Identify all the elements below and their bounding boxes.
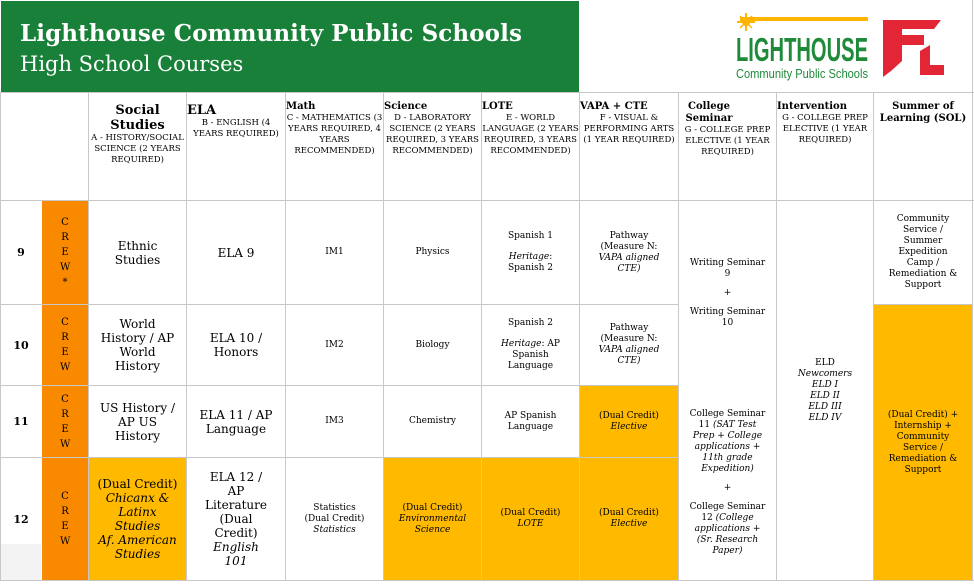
course-ela-11: ELA 11 / AP Language: [199, 407, 273, 436]
summer-of-learning-10-12: (Dual Credit) + Internship + Community Service / Remediation & Support: [874, 305, 972, 580]
course-math-11: IM3: [325, 416, 344, 426]
course-science-11: Chemistry: [408, 416, 457, 426]
course-math-9: IM1: [325, 247, 344, 257]
course-vapa-11: (Dual Credit) Elective: [580, 386, 678, 457]
header-ela: ELA B - ENGLISH (4 YEARS REQUIRED): [187, 103, 279, 139]
course-math-12: Statistics (Dual Credit) Statistics: [304, 502, 365, 535]
course-social-studies-9: Ethnic Studies: [114, 238, 161, 267]
course-lote-9: Spanish 1 Heritage: Spanish 2: [508, 231, 553, 273]
course-lote-10: Spanish 2 Heritage: AP Spanish Language: [501, 318, 560, 371]
course-vapa-10: Pathway (Measure N: VAPA aligned CTE): [598, 323, 660, 366]
header-intervention: Intervention G - COLLEGE PREP ELECTIVE (1 YEAR REQUIRED): [777, 101, 868, 145]
course-vapa-9: Pathway (Measure N: VAPA aligned CTE): [598, 230, 660, 274]
course-science-10: Biology: [415, 339, 450, 350]
grade-label: 10: [13, 338, 29, 352]
header-vapa-cte: VAPA + CTE F - VISUAL & PERFORMING ARTS (1 YEAR REQUIRED): [580, 101, 675, 145]
header-math: Math C - MATHEMATICS (3 YEARS REQUIRED, 4 YEARS RECOMMENDED): [286, 101, 383, 156]
course-social-studies-12: (Dual Credit) Chicanx & Latinx Studies Af. American Studies: [89, 458, 186, 580]
course-ela-12: ELA 12 / AP Literature (Dual Credit) English 101: [204, 470, 267, 568]
grade-label: 12: [13, 512, 29, 526]
course-vapa-12: (Dual Credit) Elective: [580, 458, 678, 580]
course-science-12: (Dual Credit) Environmental Science: [384, 458, 481, 580]
grade-label: 9: [17, 246, 25, 259]
header-college-seminar: College Seminar G - COLLEGE PREP ELECTIVE (1 YEAR REQUIRED): [684, 101, 771, 157]
course-lote-11: AP Spanish Language: [504, 410, 557, 432]
header-social-studies: Social Studies A - HISTORY/SOCIAL SCIENCE (2 YEARS REQUIRED): [91, 103, 184, 165]
course-science-9: Physics: [415, 247, 450, 257]
crew-cell: C R E W: [42, 386, 88, 457]
course-lote-12: (Dual Credit) LOTE: [482, 458, 579, 580]
title-banner: [1, 1, 579, 92]
logo-tagline: Community Public Schools: [736, 66, 869, 81]
college-seminar-9-10: Writing Seminar 9 + Writing Seminar 10: [689, 257, 766, 328]
page-title: Lighthouse Community Public Schools: [20, 20, 522, 47]
crew-cell: C R E W *: [42, 201, 88, 304]
course-social-studies-10: World History / AP World History: [100, 317, 175, 373]
header-lote: LOTE E - WORLD LANGUAGE (2 YEARS REQUIRED, 3 YEARS RECOMMENDED): [482, 101, 579, 156]
course-ela-9: ELA 9: [217, 245, 255, 260]
course-math-10: IM2: [325, 339, 344, 350]
crew-cell: C R E W: [42, 305, 88, 385]
intervention-eld: ELD Newcomers ELD I ELD II ELD III ELD IV: [797, 357, 853, 423]
course-ela-10: ELA 10 / Honors: [209, 331, 263, 359]
grade-label: 11: [13, 415, 29, 428]
el-logo-mark: [883, 20, 944, 77]
course-social-studies-11: US History / AP US History: [99, 400, 176, 443]
college-seminar-11-12: College Seminar 11 (SAT Test Prep + College applications + 11th grade Expedition) + College Seminar 12 (College applications + (Sr. Research Paper): [689, 409, 766, 556]
lighthouse-logo: [580, 1, 972, 92]
header-science: Science D - LABORATORY SCIENCE (2 YEARS REQUIRED, 3 YEARS RECOMMENDED): [384, 101, 479, 156]
page-subtitle: High School Courses: [20, 52, 244, 76]
header-summer-of-learning: Summer of Learning (SOL): [879, 101, 967, 124]
blank-cell: [1, 544, 41, 580]
logo-area: [580, 1, 972, 92]
crew-cell: C R E W: [42, 458, 88, 580]
sun-icon: [737, 13, 868, 31]
summer-of-learning-9: Community Service / Summer Expedition Camp / Remediation & Support: [888, 214, 958, 290]
logo-wordmark: LIGHTHOUSE: [736, 31, 868, 68]
